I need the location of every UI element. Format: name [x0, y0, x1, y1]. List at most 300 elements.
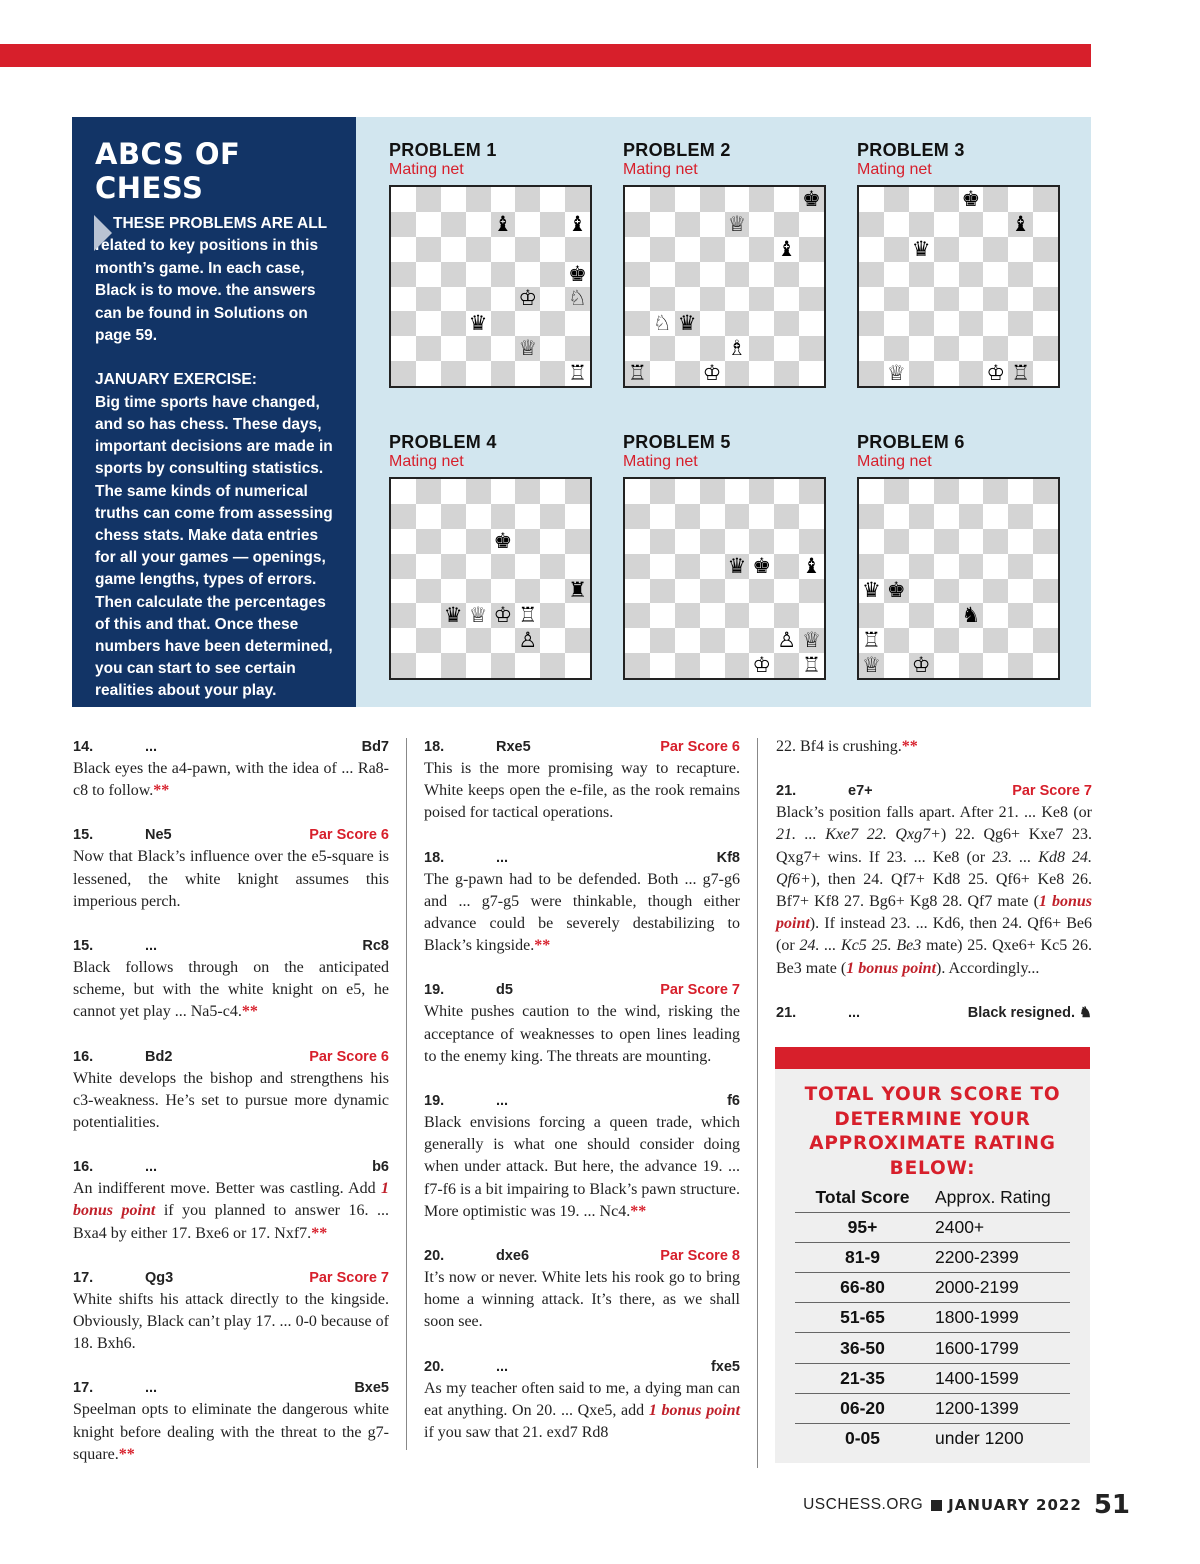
footer-square: [931, 1500, 942, 1511]
board-square: [491, 529, 516, 554]
score-box: [775, 1047, 1090, 1463]
board-square: [1008, 212, 1033, 237]
board-square: [934, 336, 959, 361]
board-square: [749, 361, 774, 386]
board-square: [934, 479, 959, 504]
board-square: [774, 554, 799, 579]
move-line: [73, 736, 389, 758]
board-square: [565, 628, 590, 653]
board-square: [650, 529, 675, 554]
board-square: [1033, 653, 1058, 678]
board-square: [650, 479, 675, 504]
chess-piece-icon: ♝: [568, 211, 587, 236]
board-square: [859, 603, 884, 628]
chess-board: [857, 477, 1060, 680]
board-square: [441, 479, 466, 504]
board-square: [725, 479, 750, 504]
chess-piece-icon: ♝: [493, 211, 513, 236]
board-square: [466, 554, 491, 579]
board-square: [625, 653, 650, 678]
board-square: [983, 504, 1008, 529]
board-square: [650, 237, 675, 262]
move-commentary: Black follows through on the anticipated scheme, but with the white knight on e5, he cannot yet play ... Na5-c4.**: [73, 959, 389, 1021]
board-square: [416, 653, 441, 678]
board-square: [774, 336, 799, 361]
rating-range: 2000-2199: [935, 1277, 1019, 1298]
board-square: [416, 336, 441, 361]
board-square: [650, 628, 675, 653]
problem-subtitle: Mating net: [389, 453, 464, 470]
board-square: [540, 504, 565, 529]
score-row: [795, 1303, 1070, 1333]
board-square: [391, 187, 416, 212]
board-square: [774, 504, 799, 529]
score-box-bar: [775, 1047, 1090, 1069]
board-square: [565, 579, 590, 604]
board-square: [983, 336, 1008, 361]
board-square: [1033, 628, 1058, 653]
board-square: [540, 529, 565, 554]
chess-piece-icon: ♝: [777, 236, 797, 261]
column-divider: [406, 738, 407, 1450]
board-square: [416, 237, 441, 262]
result-label: Black resigned.: [967, 1004, 1075, 1021]
move-entry: [73, 736, 389, 802]
board-square: [675, 554, 700, 579]
board-square: [934, 187, 959, 212]
board-square: [441, 579, 466, 604]
board-square: [675, 504, 700, 529]
board-square: [540, 336, 565, 361]
board-square: [625, 603, 650, 628]
problem-4: [389, 432, 593, 680]
board-square: [959, 579, 984, 604]
board-square: [725, 311, 750, 336]
move-line: [424, 736, 740, 758]
move-text: Bd2: [145, 1048, 173, 1065]
board-square: [515, 603, 540, 628]
header-total-score: Total Score: [815, 1187, 910, 1208]
board-square: [391, 262, 416, 287]
board-square: [491, 628, 516, 653]
board-square: [934, 311, 959, 336]
move-entry: [424, 979, 740, 1068]
board-square: [540, 628, 565, 653]
board-square: [416, 504, 441, 529]
board-square: [625, 579, 650, 604]
board-square: [466, 504, 491, 529]
move-answer: Bxe5: [354, 1380, 389, 1397]
board-square: [650, 311, 675, 336]
problem-6: [857, 432, 1061, 680]
board-square: [774, 187, 799, 212]
board-square: [859, 336, 884, 361]
board-square: [983, 237, 1008, 262]
problem-1: [389, 140, 593, 388]
annotation-column-3: [776, 736, 1092, 1046]
board-square: [725, 579, 750, 604]
board-square: [725, 187, 750, 212]
chess-piece-icon: ♘: [652, 311, 672, 336]
board-square: [884, 287, 909, 312]
move-number: 15.: [73, 827, 94, 844]
board-square: [625, 262, 650, 287]
board-square: [799, 336, 824, 361]
board-square: [491, 504, 516, 529]
rating-range: 1800-1999: [935, 1307, 1019, 1328]
chess-piece-icon: ♝: [802, 553, 821, 578]
board-square: [884, 603, 909, 628]
board-square: [909, 479, 934, 504]
board-square: [884, 628, 909, 653]
chess-piece-icon: ♙: [518, 628, 538, 653]
board-square: [441, 361, 466, 386]
board-square: [884, 262, 909, 287]
board-square: [441, 336, 466, 361]
move-number: 21.: [776, 1004, 797, 1021]
board-square: [909, 336, 934, 361]
board-square: [416, 579, 441, 604]
move-commentary: The g-pawn had to be defended. Both ... g7-g6 and ... g7-g5 were thinkable, though either advance could be severely destabilizing to Black’s kingside.**: [424, 870, 740, 955]
board-square: [565, 529, 590, 554]
board-square: [749, 262, 774, 287]
board-square: [934, 653, 959, 678]
board-square: [441, 603, 466, 628]
board-square: [884, 212, 909, 237]
rating-range: 2400+: [935, 1217, 985, 1238]
result-text: [968, 1002, 1092, 1024]
board-square: [1008, 262, 1033, 287]
board-square: [491, 554, 516, 579]
board-square: [725, 237, 750, 262]
board-square: [565, 237, 590, 262]
chess-piece-icon: ♖: [1011, 361, 1031, 386]
board-square: [934, 628, 959, 653]
board-square: [749, 529, 774, 554]
par-score: Par Score 6: [309, 827, 389, 844]
move-answer: Rc8: [362, 938, 389, 955]
move-commentary: An indifferent move. Better was castling. Add 1 bonus point if you planned to answer 16. ... Bxa4 by either 17. Bxe6 or 17. Nxf7.**: [73, 1180, 389, 1242]
board-square: [959, 287, 984, 312]
move-text: Ne5: [145, 827, 172, 844]
move-entry: [424, 1356, 740, 1445]
board-square: [1008, 287, 1033, 312]
board-square: [700, 653, 725, 678]
move-line: [424, 847, 740, 869]
board-square: [934, 603, 959, 628]
annotation-column-1: [73, 736, 389, 1488]
board-square: [909, 579, 934, 604]
board-square: [675, 653, 700, 678]
board-square: [540, 361, 565, 386]
board-square: [675, 311, 700, 336]
chess-piece-icon: ♛: [862, 578, 881, 603]
board-square: [1008, 653, 1033, 678]
score-row: [795, 1364, 1070, 1394]
board-square: [391, 287, 416, 312]
board-square: [884, 579, 909, 604]
board-square: [725, 336, 750, 361]
board-square: [884, 187, 909, 212]
board-square: [675, 262, 700, 287]
score-range: 51-65: [840, 1307, 885, 1328]
board-square: [1008, 554, 1033, 579]
board-square: [774, 479, 799, 504]
board-square: [859, 212, 884, 237]
board-square: [1033, 554, 1058, 579]
board-square: [859, 529, 884, 554]
board-square: [700, 579, 725, 604]
board-square: [441, 237, 466, 262]
chess-board: [623, 185, 826, 388]
move-entry: [424, 736, 740, 825]
board-square: [959, 361, 984, 386]
board-square: [934, 262, 959, 287]
chess-board: [389, 185, 592, 388]
move-number: 16.: [73, 1159, 94, 1176]
board-square: [983, 653, 1008, 678]
board-square: [774, 361, 799, 386]
sidebar-title: ABCS OF CHESS: [95, 137, 241, 205]
board-square: [441, 554, 466, 579]
board-square: [391, 529, 416, 554]
move-text: ...: [145, 938, 158, 955]
continuation-text: 22. Bf4 is crushing.**: [776, 738, 918, 755]
board-square: [1008, 579, 1033, 604]
board-square: [909, 554, 934, 579]
board-square: [391, 579, 416, 604]
board-square: [859, 504, 884, 529]
par-score: Par Score 6: [309, 1048, 389, 1065]
problem-subtitle: Mating net: [857, 453, 932, 470]
board-square: [725, 212, 750, 237]
board-square: [416, 287, 441, 312]
board-square: [884, 479, 909, 504]
move-commentary: White pushes caution to the wind, risking the acceptance of weaknesses to open lines leading to the enemy king. The threats are mounting.: [424, 1003, 740, 1065]
board-square: [515, 311, 540, 336]
board-square: [1008, 479, 1033, 504]
move-text: Rxe5: [496, 739, 531, 755]
chess-piece-icon: ♛: [911, 236, 931, 261]
board-square: [959, 262, 984, 287]
move-entry: [73, 1046, 389, 1135]
problem-title: PROBLEM 1: [389, 140, 497, 160]
board-square: [700, 336, 725, 361]
move-commentary: White develops the bishop and strengthens his c3-weakness. He’s set to pursue more dynamic potentialities.: [73, 1069, 389, 1132]
board-square: [650, 187, 675, 212]
board-square: [515, 336, 540, 361]
board-square: [884, 336, 909, 361]
move-text: ...: [848, 1004, 861, 1021]
board-square: [983, 287, 1008, 312]
board-square: [1008, 603, 1033, 628]
score-range: 21-35: [840, 1367, 885, 1388]
board-square: [540, 187, 565, 212]
chess-piece-icon: ♝: [1011, 211, 1031, 236]
board-square: [799, 212, 824, 237]
rating-range: 2200-2399: [935, 1247, 1019, 1268]
board-square: [859, 653, 884, 678]
board-square: [416, 187, 441, 212]
board-square: [540, 262, 565, 287]
chess-board: [389, 477, 592, 680]
board-square: [909, 262, 934, 287]
chess-piece-icon: ♛: [468, 311, 488, 336]
board-square: [859, 187, 884, 212]
board-square: [675, 603, 700, 628]
move-number: 19.: [424, 1093, 445, 1110]
board-square: [774, 603, 799, 628]
page-footer: [803, 1490, 1130, 1520]
board-square: [441, 653, 466, 678]
move-entry: [73, 1377, 389, 1466]
board-square: [799, 479, 824, 504]
board-square: [515, 579, 540, 604]
board-square: [675, 336, 700, 361]
board-square: [934, 504, 959, 529]
problem-5: [623, 432, 827, 680]
board-square: [466, 579, 491, 604]
chess-piece-icon: ♖: [862, 628, 881, 653]
move-line: [73, 935, 389, 957]
board-square: [515, 287, 540, 312]
board-square: [441, 287, 466, 312]
chess-piece-icon: ♞: [961, 603, 981, 628]
rating-range: under 1200: [935, 1428, 1024, 1449]
board-square: [983, 603, 1008, 628]
board-square: [983, 529, 1008, 554]
board-square: [725, 554, 750, 579]
chess-piece-icon: ♛: [443, 603, 463, 628]
chess-piece-icon: ♙: [777, 628, 797, 653]
board-square: [540, 653, 565, 678]
board-square: [799, 287, 824, 312]
board-square: [515, 479, 540, 504]
move-line: [424, 979, 740, 1001]
board-square: [774, 311, 799, 336]
board-square: [983, 212, 1008, 237]
board-square: [625, 212, 650, 237]
board-square: [466, 212, 491, 237]
board-square: [700, 529, 725, 554]
rating-range: 1600-1799: [935, 1337, 1019, 1358]
move-answer: Kf8: [716, 849, 740, 866]
exercise-heading: JANUARY EXERCISE:: [95, 371, 257, 389]
board-square: [1033, 336, 1058, 361]
board-square: [540, 287, 565, 312]
chess-board: [623, 477, 826, 680]
move-text: ...: [145, 1159, 158, 1176]
board-square: [650, 287, 675, 312]
board-square: [650, 336, 675, 361]
board-square: [416, 603, 441, 628]
board-square: [416, 311, 441, 336]
board-square: [700, 311, 725, 336]
problem-subtitle: Mating net: [389, 161, 464, 178]
board-square: [959, 504, 984, 529]
exercise-text: Big time sports have changed, and so has chess. These days, important decisions are made in sports by consulting statistics. The same kinds of numerical truths can come from assessing chess stats. Make data entries for all your games — openings, game lengths, types of errors. Then calculate the percentages of this and that. Once these numbers have been determined, you can start to see certain realities about your play.: [95, 393, 333, 700]
problem-subtitle: Mating net: [623, 161, 698, 178]
board-square: [491, 603, 516, 628]
board-square: [466, 479, 491, 504]
move-entry: [424, 847, 740, 958]
board-square: [700, 262, 725, 287]
board-square: [466, 336, 491, 361]
board-square: [700, 628, 725, 653]
sidebar-intro: [95, 213, 336, 347]
board-square: [675, 479, 700, 504]
board-square: [884, 504, 909, 529]
board-square: [515, 504, 540, 529]
board-square: [565, 336, 590, 361]
move-text: ...: [496, 849, 509, 866]
board-square: [466, 237, 491, 262]
board-square: [441, 212, 466, 237]
board-square: [1033, 311, 1058, 336]
board-square: [466, 287, 491, 312]
move-entry: [73, 935, 389, 1024]
score-row: [795, 1273, 1070, 1303]
board-square: [441, 628, 466, 653]
problem-3: [857, 140, 1061, 388]
chess-piece-icon: ♕: [802, 628, 821, 653]
board-square: [959, 554, 984, 579]
board-square: [725, 653, 750, 678]
move-number: 18.: [424, 739, 445, 755]
chess-piece-icon: ♕: [518, 336, 538, 361]
move-entry: [73, 824, 389, 913]
move-line: [73, 1046, 389, 1068]
score-table-header: [795, 1183, 1070, 1213]
chess-piece-icon: ♚: [752, 553, 772, 578]
board-square: [859, 287, 884, 312]
board-square: [774, 237, 799, 262]
board-square: [700, 187, 725, 212]
board-square: [799, 628, 824, 653]
board-square: [416, 479, 441, 504]
move-entry: [73, 1156, 389, 1245]
score-row: [795, 1394, 1070, 1424]
board-square: [909, 287, 934, 312]
board-square: [675, 237, 700, 262]
board-square: [774, 579, 799, 604]
move-text: Qg3: [145, 1269, 174, 1286]
board-square: [725, 287, 750, 312]
problem-title: PROBLEM 5: [623, 432, 731, 452]
chess-piece-icon: ♛: [727, 553, 747, 578]
move-number: 21.: [776, 783, 797, 800]
board-square: [774, 628, 799, 653]
move-line: [73, 1377, 389, 1399]
board-square: [749, 479, 774, 504]
board-square: [675, 187, 700, 212]
header-rating: Approx. Rating: [935, 1187, 1051, 1208]
board-square: [909, 628, 934, 653]
board-square: [725, 262, 750, 287]
board-square: [565, 287, 590, 312]
board-square: [749, 603, 774, 628]
par-score: Par Score 6: [660, 739, 740, 755]
board-square: [391, 628, 416, 653]
board-square: [416, 361, 441, 386]
move-number: 19.: [424, 982, 445, 999]
chess-piece-icon: ♘: [568, 286, 587, 311]
score-table: [795, 1183, 1070, 1454]
board-square: [540, 603, 565, 628]
play-triangle-icon: [94, 215, 112, 251]
move-text: dxe6: [496, 1248, 530, 1265]
board-square: [749, 504, 774, 529]
